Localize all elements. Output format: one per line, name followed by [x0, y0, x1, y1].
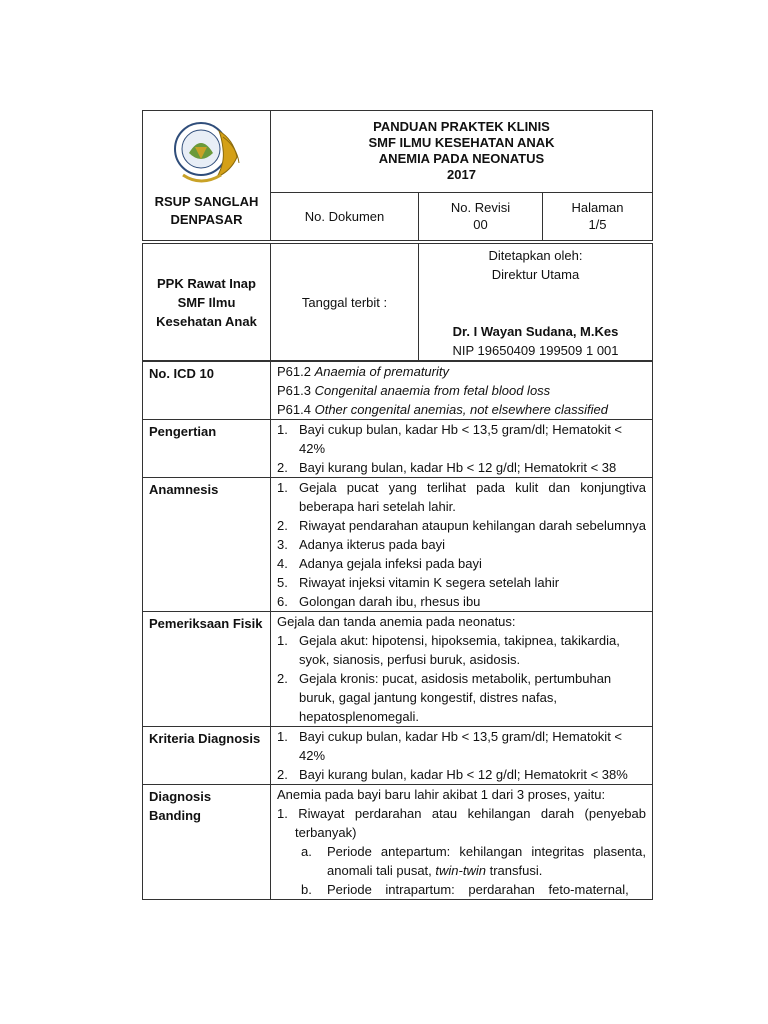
content-table	[142, 361, 653, 900]
icd-row	[143, 362, 653, 420]
signer-nip: NIP 19650409 199509 1 001	[452, 343, 619, 358]
document-title	[271, 111, 653, 193]
clinical-guideline-document	[142, 110, 652, 900]
list-item: 1. Gejala akut: hipotensi, hipoksemia, takipnea, takikardia, syok, sianosis, perfusi buruk, asidosis.	[277, 633, 620, 667]
pemeriksaan-content	[271, 612, 653, 727]
hospital-logo	[167, 113, 247, 191]
ppk-table	[142, 243, 653, 361]
revision-value: 00	[473, 217, 488, 232]
list-item: 3. Adanya ikterus pada bayi	[277, 537, 445, 552]
anamnesis-row	[143, 478, 653, 612]
list-item: 2. Bayi kurang bulan, kadar Hb < 12 g/dl; Hematokrit < 38	[277, 460, 617, 475]
doc-number-cell	[271, 193, 419, 241]
hospital-name: RSUP SANGLAH DENPASAR	[154, 194, 259, 227]
icd-line: P61.3 Congenital anaemia from fetal blood loss	[277, 383, 551, 398]
banding-row	[143, 785, 653, 900]
pemeriksaan-label: Pemeriksaan Fisik	[143, 612, 271, 727]
icd-line: P61.2 Anaemia of prematurity	[277, 364, 449, 379]
anamnesis-content	[271, 478, 653, 612]
kriteria-row	[143, 727, 653, 785]
anamnesis-label: Anamnesis	[143, 478, 271, 612]
pemeriksaan-intro: Gejala dan tanda anemia pada neonatus:	[277, 614, 516, 629]
signer-name: Dr. I Wayan Sudana, M.Kes	[452, 324, 619, 339]
list-item: 4. Adanya gejala infeksi pada bayi	[277, 556, 482, 571]
title-line-1: PANDUAN PRAKTEK KLINIS	[373, 119, 550, 134]
list-item: 1. Bayi cukup bulan, kadar Hb < 13,5 gram/dl; Hematokit < 42%	[277, 729, 623, 763]
hospital-cell	[143, 111, 271, 241]
banding-item-1: 1. Riwayat perdarahan atau kehilangan darah (penyebab terbanyak)	[277, 806, 646, 840]
banding-intro: Anemia pada bayi baru lahir akibat 1 dari 3 proses, yaitu:	[277, 787, 606, 802]
title-line-4: 2017	[447, 167, 476, 182]
banding-content	[271, 785, 653, 900]
ppk-unit: PPK Rawat Inap SMF Ilmu Kesehatan Anak	[143, 244, 271, 361]
position-text: Direktur Utama	[491, 267, 580, 282]
page-value: 1/5	[588, 217, 607, 232]
list-item: 2. Riwayat pendarahan ataupun kehilangan darah sebelumnya	[277, 518, 646, 533]
approval-cell	[419, 244, 653, 361]
icd-line: P61.4 Other congenital anemias, not elsewhere classified	[277, 402, 608, 417]
pemeriksaan-row	[143, 612, 653, 727]
banding-label: Diagnosis Banding	[143, 785, 271, 900]
list-item: 1. Gejala pucat yang terlihat pada kulit dan konjungtiva beberapa hari setelah lahir.	[277, 480, 646, 514]
pengertian-content	[271, 420, 653, 478]
list-item: 2. Bayi kurang bulan, kadar Hb < 12 g/dl; Hematokrit < 38%	[277, 767, 628, 782]
header-table	[142, 110, 653, 241]
list-item: 1. Bayi cukup bulan, kadar Hb < 13,5 gram/dl; Hematokit < 42%	[277, 422, 623, 456]
kriteria-label: Kriteria Diagnosis	[143, 727, 271, 785]
issue-date-label: Tanggal terbit :	[271, 244, 419, 361]
list-item: 6. Golongan darah ibu, rhesus ibu	[277, 594, 481, 609]
title-line-3: ANEMIA PADA NEONATUS	[378, 151, 545, 166]
icd-content	[271, 362, 653, 420]
doc-number-label: No. Dokumen	[304, 209, 385, 224]
page-cell	[543, 193, 653, 241]
kriteria-content	[271, 727, 653, 785]
banding-sub-item-a: a. Periode antepartum: kehilangan integritas plasenta, anomali tali pusat, twin-twin transfusi.	[301, 844, 646, 878]
icd-label: No. ICD 10	[143, 362, 271, 420]
pengertian-label: Pengertian	[143, 420, 271, 478]
revision-label: No. Revisi	[450, 200, 511, 215]
title-line-2: SMF ILMU KESEHATAN ANAK	[368, 135, 555, 150]
list-item: 5. Riwayat injeksi vitamin K segera setelah lahir	[277, 575, 560, 590]
banding-sub-item-b: b. Periode intrapartum: perdarahan feto-maternal,	[301, 882, 629, 897]
pengertian-row	[143, 420, 653, 478]
revision-cell	[419, 193, 543, 241]
page-label: Halaman	[571, 200, 624, 215]
list-item: 2. Gejala kronis: pucat, asidosis metabolik, pertumbuhan buruk, gagal jantung kongestif, distres nafas, hepatosplenomegali.	[277, 671, 612, 724]
set-by-text: Ditetapkan oleh:	[488, 248, 583, 263]
